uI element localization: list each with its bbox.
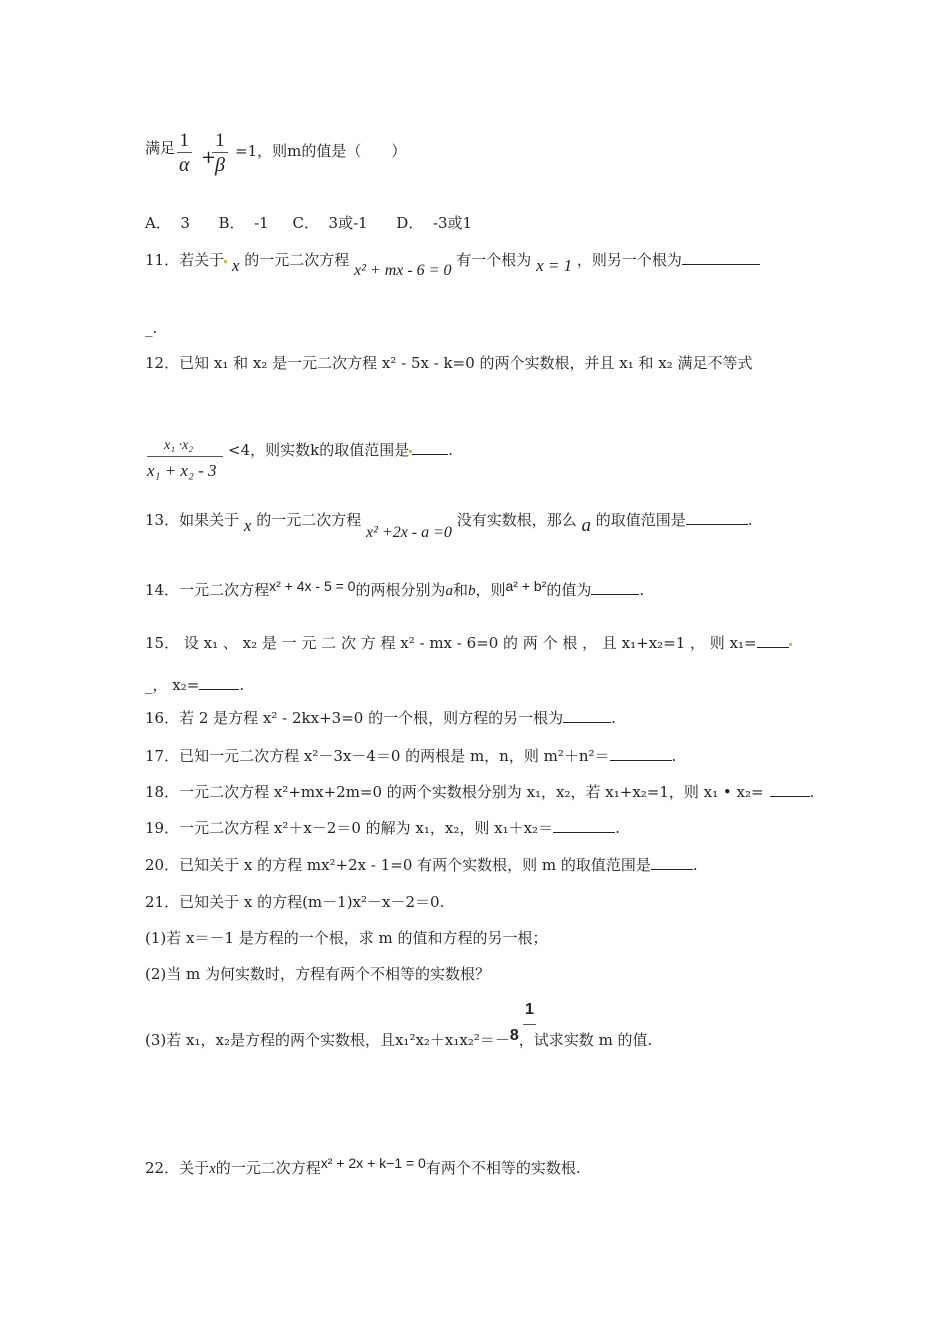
q10-options: A． 3 B． -1 C． 3或-1 D． -3或1 [145, 214, 473, 232]
q12-suffix: <4，则实数k的取值范围是 [228, 441, 410, 459]
q18-text: 18．一元二次方程 x²+mx+2m=0 的两个实数根分别为 x₁，x₂，若 x₁+x₂=1，则 x₁ • x₂= [145, 783, 764, 801]
q15-x1-blank[interactable] [757, 633, 789, 648]
q12-frac-num: x₁ ·x₂ [164, 438, 194, 453]
q15-text-2: _， x₂= [145, 676, 200, 694]
q12-answer-blank[interactable] [412, 440, 448, 455]
q22-line [145, 1155, 581, 1179]
q18-answer-blank[interactable] [770, 782, 810, 797]
q13-text-2: 的一元二次方程 [256, 511, 362, 529]
q17-end: . [671, 747, 677, 765]
q20-end: . [692, 856, 698, 874]
q21-part3-text-1: (3)若 x₁，x₂是方程的两个实数根，且 [145, 1031, 395, 1049]
q11-marker-dot [224, 260, 227, 263]
q11-var: x [231, 256, 240, 275]
q13-line [145, 510, 753, 541]
q19-line [145, 818, 620, 838]
q16-end: . [611, 709, 616, 727]
q22-text-1: 22．关于 [145, 1159, 210, 1177]
q17-answer-blank[interactable] [610, 746, 672, 761]
q19-text: 19．一元二次方程 x²＋x－2＝0 的解为 x₁，x₂，则 x₁＋x₂＝ [145, 819, 554, 837]
q11-text-2: 的一元二次方程 [244, 251, 350, 269]
q14-text-4: 的值为 [546, 581, 592, 599]
q11-text-1: 11．若关于 [145, 251, 225, 269]
q20-line [145, 855, 698, 875]
q14-answer-blank[interactable] [591, 580, 639, 595]
q14-text-1: 14．一元二次方程 [145, 581, 270, 599]
q11-end: _. [145, 319, 158, 337]
q13-text-3: 没有实数根，那么 [456, 511, 577, 529]
q21-part2-text: (2)当 m 为何实数时，方程有两个不相等的实数根？ [145, 965, 491, 983]
q13-text-1: 13．如果关于 [145, 511, 240, 529]
q13-text-4: 的取值范围是 [595, 511, 686, 529]
q12-suffix-line [228, 440, 453, 460]
q22-equation: x² + 2x + k−1 = 0 [320, 1155, 426, 1171]
q10-frac2-num: 1 [212, 130, 228, 153]
q13-var: x [243, 516, 252, 535]
q10-frac1-den: α [179, 154, 190, 176]
q20-text: 20．已知关于 x 的方程 mx²+2x - 1=0 有两个实数根，则 m 的取值范围是 [145, 856, 651, 874]
q12-frac-den: x₁ + x₂ - 3 [147, 461, 217, 480]
q11-text-3: 有一个根为 [456, 251, 532, 269]
q13-end: . [747, 511, 753, 529]
q11-line [145, 250, 760, 279]
q14-var-b: b [468, 583, 476, 599]
q21-part3-text-2: ，试求实数 m 的值. [518, 1031, 653, 1049]
q16-text: 16．若 2 是方程 x² - 2kx+3=0 的一个根，则方程的另一根为 [145, 709, 564, 727]
q16-line [145, 708, 616, 728]
q11-answer-blank[interactable] [682, 250, 760, 265]
q15-x2-blank[interactable] [199, 675, 239, 690]
q21-part1: (1)若 x＝－1 是方程的一个根，求 m 的值和方程的另一根； [145, 929, 548, 947]
q12-end: . [448, 441, 453, 459]
q14-text-3: ，则 [475, 581, 506, 599]
q15-line2 [145, 675, 244, 695]
q14-equation: x² + 4x - 5 = 0 [269, 578, 356, 594]
q11-root: x = 1 [536, 256, 573, 275]
q11-equation: x² + mx - 6 = 0 [354, 262, 452, 279]
q22-text-3: 有两个不相等的实数根. [425, 1159, 581, 1177]
q14-line [145, 580, 644, 601]
q15-end: . [239, 676, 245, 694]
q11-text-4: ，则另一个根为 [576, 251, 682, 269]
q18-line [145, 782, 814, 802]
q13-equation: x² +2x - a =0 [366, 524, 452, 541]
q10-suffix: =1，则m的值是（ ） [235, 142, 407, 160]
q21-part3-expression: x₁²x₂＋x₁x₂²＝－ [394, 1031, 510, 1049]
q12-frac-bar [147, 456, 223, 457]
q21-frac-den: 8 [509, 1027, 519, 1044]
q16-answer-blank[interactable] [563, 708, 611, 723]
q14-end: . [639, 581, 645, 599]
q14-text-2: 的两根分别为 [355, 581, 446, 599]
q12-line1: 12．已知 x₁ 和 x₂ 是一元二次方程 x² - 5x - k=0 的两个实数根，并且 x₁ 和 x₂ 满足不等式 [145, 354, 753, 372]
q15-text-1: 15． 设 x₁ 、 x₂ 是 一 元 二 次 方 程 x² - mx - 6=0 的 两 个 根 ， 且 x₁+x₂=1 ， 则 x₁= [145, 634, 757, 652]
q10-frac2-den: β [215, 154, 225, 176]
q21-stem: 21．已知关于 x 的方程(m－1)x²－x－2＝0. [145, 893, 445, 911]
q15-marker-dot [789, 643, 792, 646]
q21-frac-num: 1 [525, 1001, 534, 1018]
q10-fraction-2 [212, 130, 228, 177]
q21-frac-bar [523, 1024, 536, 1025]
q20-answer-blank[interactable] [651, 855, 693, 870]
q19-end: . [615, 819, 620, 837]
q10-frac1-num: 1 [177, 130, 193, 153]
q19-answer-blank[interactable] [553, 818, 615, 833]
q13-var-a: a [581, 515, 591, 536]
q10-line [145, 138, 175, 158]
q10-prefix: 满足 [145, 139, 176, 157]
q21-part3 [145, 1027, 653, 1051]
q14-var-a: a [445, 583, 453, 599]
q14-expression: a² + b² [505, 578, 547, 594]
q22-text-2: 的一元二次方程 [215, 1159, 321, 1177]
q14-and: 和 [452, 581, 468, 599]
q21-part2 [145, 964, 490, 984]
q18-end: . [809, 783, 815, 801]
q17-line [145, 746, 676, 766]
q17-text: 17．已知一元二次方程 x²－3x－4＝0 的两根是 m，n，则 m²＋n²＝ [145, 747, 610, 765]
q13-answer-blank[interactable] [686, 510, 748, 525]
q10-fraction-1 [176, 130, 193, 177]
q22-var: x [209, 1161, 216, 1177]
q15-line1 [145, 633, 792, 653]
q10-plus: + [201, 147, 217, 168]
